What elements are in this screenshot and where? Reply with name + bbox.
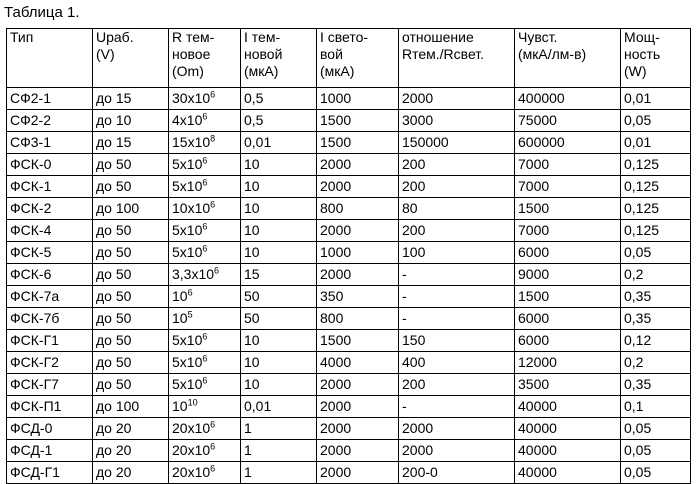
header-line: (мкА) — [244, 63, 279, 79]
cell-power: 0,05 — [621, 440, 691, 462]
resistance-base: 10х10 — [172, 200, 211, 216]
resistance-base: 10 — [172, 398, 188, 414]
resistance-exponent: 6 — [210, 199, 216, 210]
cell-power: 0,125 — [621, 176, 691, 198]
cell-dark-resistance — [169, 198, 241, 220]
cell-dark-current: 15 — [241, 264, 317, 286]
header-line: I свето- — [320, 29, 369, 45]
cell-ratio: 80 — [399, 198, 515, 220]
cell-ratio: 200-0 — [399, 462, 515, 484]
resistance-base: 5х10 — [172, 376, 203, 392]
resistance-exponent: 6 — [210, 419, 216, 430]
cell-sensitivity: 7000 — [515, 176, 621, 198]
cell-ratio: - — [399, 308, 515, 330]
cell-ratio: 150 — [399, 330, 515, 352]
cell-type: СФ3-1 — [7, 132, 93, 154]
resistance-base: 5х10 — [172, 244, 203, 260]
resistance-exponent: 5 — [187, 309, 193, 320]
cell-voltage: до 50 — [93, 154, 169, 176]
cell-light-current: 2000 — [317, 440, 399, 462]
cell-type: ФСК-6 — [7, 264, 93, 286]
table-row — [7, 286, 691, 308]
resistance-exponent: 6 — [202, 155, 208, 166]
cell-light-current: 1500 — [317, 110, 399, 132]
cell-dark-resistance — [169, 352, 241, 374]
table-row — [7, 198, 691, 220]
cell-voltage: до 20 — [93, 462, 169, 484]
header-line: Uраб. — [96, 29, 134, 45]
cell-sensitivity: 40000 — [515, 440, 621, 462]
cell-ratio: - — [399, 264, 515, 286]
cell-ratio: - — [399, 286, 515, 308]
cell-voltage: до 50 — [93, 286, 169, 308]
cell-dark-current: 10 — [241, 198, 317, 220]
table-row — [7, 308, 691, 330]
cell-ratio: 3000 — [399, 110, 515, 132]
cell-dark-current: 1 — [241, 418, 317, 440]
cell-light-current: 1500 — [317, 132, 399, 154]
cell-light-current: 1500 — [317, 330, 399, 352]
cell-type: ФСК-5 — [7, 242, 93, 264]
cell-dark-current: 0,5 — [241, 88, 317, 110]
cell-light-current: 2000 — [317, 264, 399, 286]
cell-dark-current: 10 — [241, 374, 317, 396]
resistance-exponent: 6 — [202, 375, 208, 386]
cell-dark-resistance — [169, 330, 241, 352]
cell-power: 0,125 — [621, 198, 691, 220]
col-ratio-header — [399, 29, 515, 88]
cell-type: ФСК-7а — [7, 286, 93, 308]
header-line: (W) — [624, 63, 647, 79]
cell-light-current: 1000 — [317, 242, 399, 264]
resistance-exponent: 6 — [202, 243, 208, 254]
cell-dark-resistance — [169, 462, 241, 484]
cell-ratio: 150000 — [399, 132, 515, 154]
cell-voltage: до 100 — [93, 198, 169, 220]
cell-sensitivity: 6000 — [515, 308, 621, 330]
cell-light-current: 2000 — [317, 374, 399, 396]
cell-voltage: до 20 — [93, 418, 169, 440]
cell-voltage: до 100 — [93, 396, 169, 418]
cell-type: ФСК-2 — [7, 198, 93, 220]
header-line: Тип — [10, 29, 34, 45]
cell-voltage: до 20 — [93, 440, 169, 462]
resistance-base: 5х10 — [172, 178, 203, 194]
cell-sensitivity: 400000 — [515, 88, 621, 110]
resistance-base: 5х10 — [172, 222, 203, 238]
cell-type: ФСК-4 — [7, 220, 93, 242]
resistance-base: 10 — [172, 288, 188, 304]
table-row — [7, 462, 691, 484]
cell-dark-resistance — [169, 264, 241, 286]
table-row — [7, 242, 691, 264]
cell-power: 0,05 — [621, 110, 691, 132]
cell-type: ФСК-Г2 — [7, 352, 93, 374]
resistance-base: 20х10 — [172, 464, 211, 480]
cell-dark-resistance — [169, 88, 241, 110]
cell-dark-current: 10 — [241, 352, 317, 374]
cell-type: ФСД-Г1 — [7, 462, 93, 484]
resistance-exponent: 6 — [210, 441, 216, 452]
cell-voltage: до 50 — [93, 220, 169, 242]
cell-type: ФСД-1 — [7, 440, 93, 462]
cell-dark-current: 0,5 — [241, 110, 317, 132]
table-row — [7, 154, 691, 176]
cell-power: 0,05 — [621, 418, 691, 440]
cell-light-current: 800 — [317, 308, 399, 330]
cell-voltage: до 15 — [93, 132, 169, 154]
cell-dark-current: 1 — [241, 440, 317, 462]
table-row — [7, 418, 691, 440]
resistance-base: 20х10 — [172, 442, 211, 458]
table-row — [7, 264, 691, 286]
cell-power: 0,125 — [621, 220, 691, 242]
cell-power: 0,35 — [621, 286, 691, 308]
resistance-base: 10 — [172, 310, 188, 326]
cell-dark-resistance — [169, 242, 241, 264]
resistance-exponent: 6 — [202, 177, 208, 188]
cell-sensitivity: 600000 — [515, 132, 621, 154]
cell-ratio: 2000 — [399, 418, 515, 440]
cell-sensitivity: 40000 — [515, 418, 621, 440]
header-line: ность — [624, 46, 661, 62]
cell-dark-current: 1 — [241, 462, 317, 484]
cell-sensitivity: 9000 — [515, 264, 621, 286]
col-voltage-header — [93, 29, 169, 88]
resistance-base: 3,3х10 — [172, 266, 215, 282]
cell-ratio: 200 — [399, 154, 515, 176]
resistance-exponent: 6 — [202, 111, 208, 122]
resistance-exponent: 6 — [214, 265, 220, 276]
cell-power: 0,05 — [621, 462, 691, 484]
cell-voltage: до 50 — [93, 242, 169, 264]
table-row — [7, 132, 691, 154]
cell-ratio: 200 — [399, 176, 515, 198]
cell-light-current: 800 — [317, 198, 399, 220]
header-line: (мкА) — [320, 63, 355, 79]
cell-dark-current: 10 — [241, 330, 317, 352]
resistance-exponent: 10 — [187, 397, 198, 408]
resistance-base: 5х10 — [172, 156, 203, 172]
cell-sensitivity: 6000 — [515, 242, 621, 264]
resistance-base: 5х10 — [172, 354, 203, 370]
cell-dark-resistance — [169, 418, 241, 440]
resistance-exponent: 6 — [187, 287, 193, 298]
table-row — [7, 176, 691, 198]
header-line: (Om) — [172, 63, 204, 79]
cell-power: 0,2 — [621, 352, 691, 374]
cell-dark-resistance — [169, 308, 241, 330]
cell-light-current: 4000 — [317, 352, 399, 374]
table-row — [7, 374, 691, 396]
cell-voltage: до 50 — [93, 264, 169, 286]
cell-dark-resistance — [169, 154, 241, 176]
cell-ratio: 400 — [399, 352, 515, 374]
cell-sensitivity: 6000 — [515, 330, 621, 352]
cell-dark-resistance — [169, 176, 241, 198]
header-line: вой — [320, 46, 343, 62]
cell-light-current: 2000 — [317, 418, 399, 440]
cell-type: ФСК-0 — [7, 154, 93, 176]
table-row — [7, 352, 691, 374]
cell-type: ФСК-Г1 — [7, 330, 93, 352]
header-line: отношение — [402, 29, 474, 45]
cell-dark-resistance — [169, 440, 241, 462]
cell-type: ФСК-П1 — [7, 396, 93, 418]
col-sensitivity-header — [515, 29, 621, 88]
cell-power: 0,2 — [621, 264, 691, 286]
cell-ratio: 200 — [399, 374, 515, 396]
cell-sensitivity: 12000 — [515, 352, 621, 374]
cell-dark-resistance — [169, 110, 241, 132]
cell-light-current: 2000 — [317, 154, 399, 176]
cell-power: 0,35 — [621, 374, 691, 396]
cell-power: 0,1 — [621, 396, 691, 418]
cell-light-current: 2000 — [317, 396, 399, 418]
table-row — [7, 330, 691, 352]
cell-type: ФСД-0 — [7, 418, 93, 440]
cell-power: 0,12 — [621, 330, 691, 352]
resistance-exponent: 8 — [210, 133, 216, 144]
cell-dark-resistance — [169, 132, 241, 154]
cell-ratio: 100 — [399, 242, 515, 264]
resistance-base: 20х10 — [172, 420, 211, 436]
cell-sensitivity: 3500 — [515, 374, 621, 396]
cell-light-current: 2000 — [317, 176, 399, 198]
cell-light-current: 350 — [317, 286, 399, 308]
col-dark-current-header — [241, 29, 317, 88]
cell-voltage: до 15 — [93, 88, 169, 110]
header-line: Чувст. — [518, 29, 558, 45]
cell-power: 0,01 — [621, 88, 691, 110]
cell-voltage: до 10 — [93, 110, 169, 132]
cell-sensitivity: 7000 — [515, 154, 621, 176]
table-row — [7, 88, 691, 110]
table-row — [7, 440, 691, 462]
cell-sensitivity: 40000 — [515, 396, 621, 418]
header-row — [7, 29, 691, 88]
resistance-exponent: 6 — [202, 331, 208, 342]
table-row — [7, 110, 691, 132]
resistance-exponent: 6 — [202, 221, 208, 232]
cell-sensitivity: 1500 — [515, 198, 621, 220]
cell-light-current: 1000 — [317, 88, 399, 110]
cell-sensitivity: 7000 — [515, 220, 621, 242]
cell-dark-current: 50 — [241, 286, 317, 308]
cell-voltage: до 50 — [93, 374, 169, 396]
cell-power: 0,01 — [621, 132, 691, 154]
header-line: (V) — [96, 46, 115, 62]
col-dark-resistance-header — [169, 29, 241, 88]
cell-dark-current: 10 — [241, 220, 317, 242]
header-line: Rтем./Rсвет. — [402, 46, 485, 62]
header-line: Мощ- — [624, 29, 660, 45]
cell-ratio: 200 — [399, 220, 515, 242]
cell-type: СФ2-2 — [7, 110, 93, 132]
resistance-exponent: 6 — [210, 89, 216, 100]
header-line: R тем- — [172, 29, 215, 45]
cell-type: ФСК-Г7 — [7, 374, 93, 396]
cell-voltage: до 50 — [93, 352, 169, 374]
cell-dark-current: 0,01 — [241, 396, 317, 418]
cell-dark-current: 50 — [241, 308, 317, 330]
resistance-base: 5х10 — [172, 332, 203, 348]
cell-power: 0,125 — [621, 154, 691, 176]
header-line: новое — [172, 46, 211, 62]
cell-type: ФСК-7б — [7, 308, 93, 330]
cell-voltage: до 50 — [93, 308, 169, 330]
resistance-base: 15х10 — [172, 134, 211, 150]
cell-type: СФ2-1 — [7, 88, 93, 110]
cell-power: 0,35 — [621, 308, 691, 330]
cell-dark-current: 10 — [241, 242, 317, 264]
cell-voltage: до 50 — [93, 176, 169, 198]
table-body — [7, 88, 691, 484]
cell-sensitivity: 1500 — [515, 286, 621, 308]
resistance-base: 4х10 — [172, 112, 203, 128]
resistance-exponent: 6 — [202, 353, 208, 364]
table-row — [7, 220, 691, 242]
cell-dark-current: 10 — [241, 154, 317, 176]
photoresistor-table — [6, 28, 691, 484]
table-row — [7, 396, 691, 418]
cell-type: ФСК-1 — [7, 176, 93, 198]
cell-dark-resistance — [169, 374, 241, 396]
cell-power: 0,05 — [621, 242, 691, 264]
cell-light-current: 2000 — [317, 220, 399, 242]
cell-dark-current: 10 — [241, 176, 317, 198]
cell-sensitivity: 75000 — [515, 110, 621, 132]
col-type-header — [7, 29, 93, 88]
header-line: (мкА/лм-в) — [518, 46, 587, 62]
col-power-header — [621, 29, 691, 88]
resistance-base: 30х10 — [172, 90, 211, 106]
col-light-current-header — [317, 29, 399, 88]
header-line: I тем- — [244, 29, 281, 45]
cell-light-current: 2000 — [317, 462, 399, 484]
cell-dark-resistance — [169, 286, 241, 308]
cell-sensitivity: 40000 — [515, 462, 621, 484]
cell-dark-resistance — [169, 220, 241, 242]
resistance-exponent: 6 — [210, 463, 216, 474]
header-line: новой — [244, 46, 283, 62]
cell-dark-current: 0,01 — [241, 132, 317, 154]
cell-ratio: 2000 — [399, 88, 515, 110]
table-caption: Таблица 1. — [4, 4, 80, 21]
cell-dark-resistance — [169, 396, 241, 418]
cell-ratio: 2000 — [399, 440, 515, 462]
cell-ratio: - — [399, 396, 515, 418]
cell-voltage: до 50 — [93, 330, 169, 352]
